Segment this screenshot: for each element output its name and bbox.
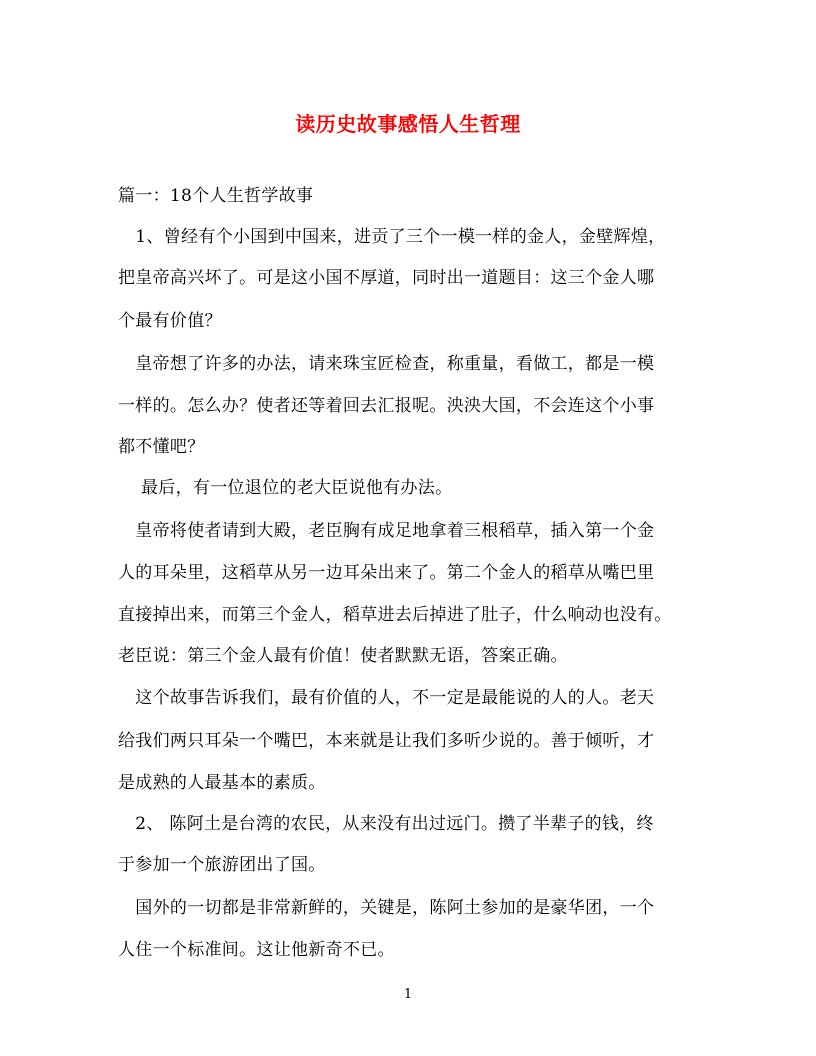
- text-line: 把皇帝高兴坏了。可是这小国不厚道，同时出一道题目：这三个金人哪: [118, 268, 655, 288]
- page-number: 1: [403, 987, 413, 1002]
- text-line: 2、 陈阿土是台湾的农民，从来没有出过远门。攒了半辈子的钱，终: [118, 814, 654, 834]
- text-line: 皇帝想了许多的办法，请来珠宝匠检查，称重量，看做工，都是一模: [118, 354, 655, 374]
- text-line: 这个故事告诉我们，最有价值的人，不一定是最能说的人的人。老天: [118, 688, 655, 708]
- text-line: 直接掉出来，而第三个金人，稻草进去后掉进了肚子，什么响动也没有。: [118, 605, 672, 625]
- text-line: 最后，有一位退位的老大臣说他有办法。: [118, 478, 453, 498]
- text-line: 1、曾经有个小国到中国来，进贡了三个一模一样的金人，金壁辉煌，: [118, 227, 666, 247]
- document-title: 读历史故事感悟人生哲理: [295, 112, 521, 136]
- text-line: 国外的一切都是非常新鲜的，关键是，陈阿土参加的是豪华团，一个: [118, 898, 655, 918]
- text-line: 老臣说：第三个金人最有价值！使者默默无语，答案正确。: [118, 646, 568, 666]
- text-line: 个最有价值？: [118, 311, 222, 331]
- text-line: 给我们两只耳朵一个嘴巴，本来就是让我们多听少说的。善于倾听，才: [118, 731, 655, 751]
- text-line: 人的耳朵里，这稻草从另一边耳朵出来了。第二个金人的稻草从嘴巴里: [118, 563, 655, 583]
- text-line: 篇一：18个人生哲学故事: [118, 186, 314, 206]
- text-line: 一样的。怎么办？使者还等着回去汇报呢。泱泱大国，不会连这个小事: [118, 396, 655, 416]
- text-line: 都不懂吧？: [118, 437, 205, 457]
- text-line: 于参加一个旅游团出了国。: [118, 855, 326, 875]
- text-line: 皇帝将使者请到大殿，老臣胸有成足地拿着三根稻草，插入第一个金: [118, 521, 655, 541]
- text-line: 人住一个标准间。这让他新奇不已。: [118, 940, 395, 960]
- text-line: 是成熟的人最基本的素质。: [118, 773, 326, 793]
